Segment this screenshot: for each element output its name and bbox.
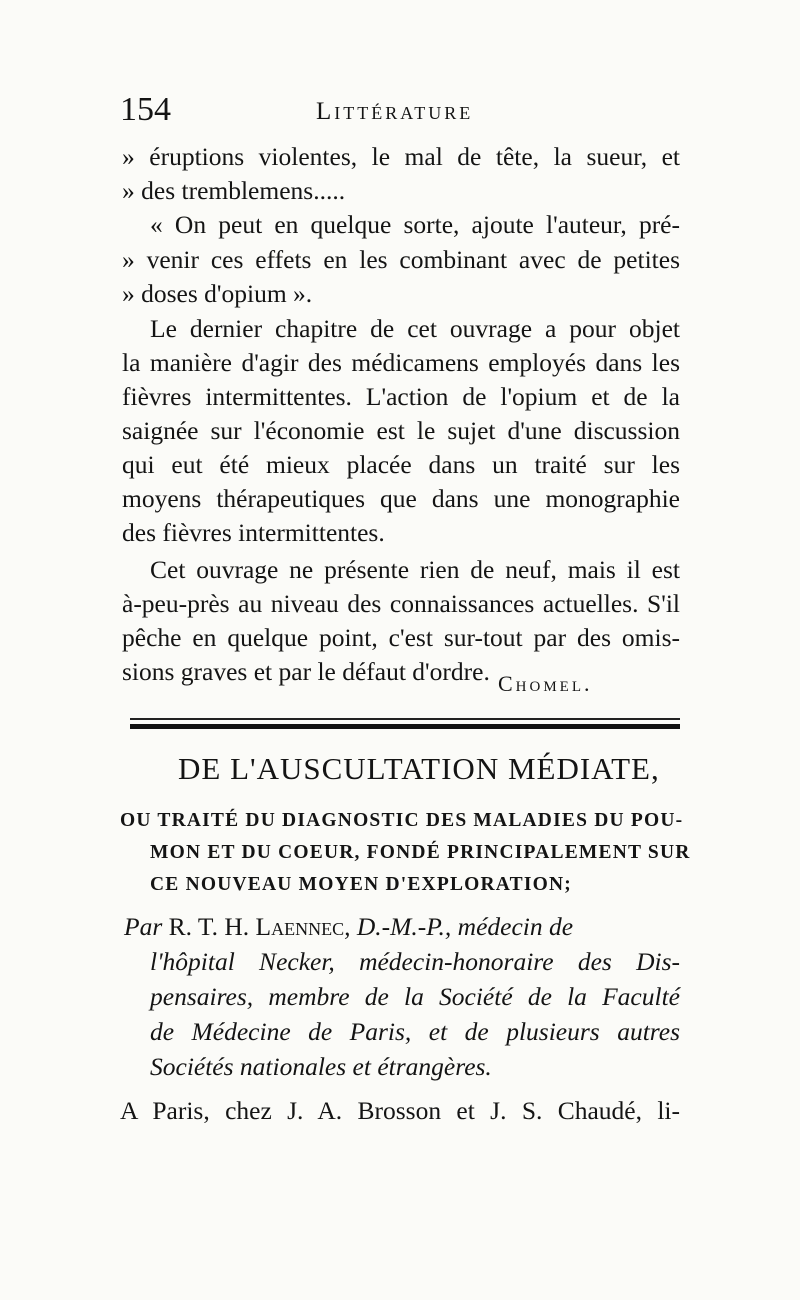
text-line: saignée sur l'économie est le sujet d'une discussion [122,416,680,445]
author-initials: R. T. H. [168,912,250,941]
author-line: pensaires, membre de la Société de la Faculté [150,982,680,1011]
review-title: DE L'AUSCULTATION MÉDIATE, [178,751,660,786]
text-line: fièvres intermittentes. L'action de l'opium et de la [122,382,680,411]
author-credentials: , D.-M.-P., médecin de [344,912,574,941]
text-line: » éruptions violentes, le mal de tête, la sueur, et [122,142,680,171]
author-par: Par [124,912,163,941]
text-line: sions graves et par le défaut d'ordre. [122,657,490,686]
text-line: Cet ouvrage ne présente rien de neuf, mais il est [150,555,680,584]
text-line: moyens thérapeutiques que dans une monographie [122,484,680,513]
subtitle-line: CE NOUVEAU MOYEN D'EXPLORATION; [150,874,572,895]
running-head: Littérature [316,98,474,125]
text-line: » doses d'opium ». [122,279,313,308]
reviewer-signature: Chomel. [498,671,593,696]
text-line: « On peut en quelque sorte, ajoute l'auteur, pré- [150,210,680,239]
section-divider [130,724,680,729]
author-line: l'hôpital Necker, médecin-honoraire des Dis- [150,947,680,976]
page-header [120,88,690,132]
subtitle-line: OU TRAITÉ DU DIAGNOSTIC DES MALADIES DU POU- [120,810,684,831]
subtitle-line: MON ET DU COEUR, FONDÉ PRINCIPALEMENT SUR [150,842,691,863]
text-line: la manière d'agir des médicamens employés dans les [122,348,680,377]
text-line: » venir ces effets en les combinant avec de petites [122,245,680,274]
author-name: Laennec [255,912,345,941]
text-line: pêche en quelque point, c'est sur-tout par des omis- [122,623,680,652]
text-line: des fièvres intermittentes. [122,518,385,547]
text-line: » des tremblemens..... [122,176,346,205]
author-line [124,910,680,944]
text-line: à-peu-près au niveau des connaissances actuelles. S'il [122,589,680,618]
page-number: 154 [120,91,171,128]
text-line: Le dernier chapitre de cet ouvrage a pour objet [150,314,680,343]
author-line: de Médecine de Paris, et de plusieurs autres [150,1017,680,1046]
text-line: qui eut été mieux placée dans un traité sur les [122,450,680,479]
section-divider [130,718,680,720]
imprint-line: A Paris, chez J. A. Brosson et J. S. Chaudé, li- [120,1096,680,1125]
author-line: Sociétés nationales et étrangères. [150,1052,492,1081]
